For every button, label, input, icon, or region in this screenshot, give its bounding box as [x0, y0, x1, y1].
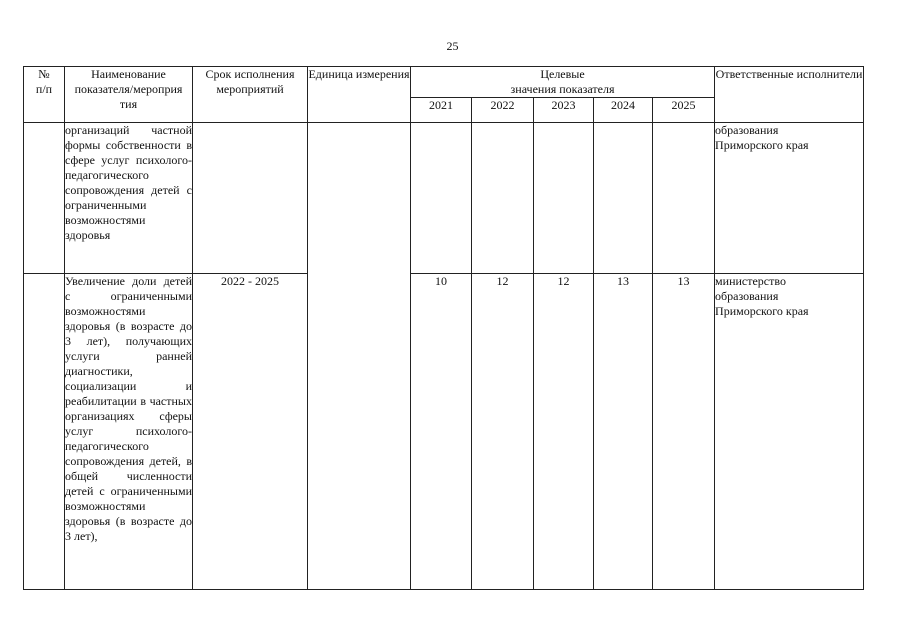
- header-row: [24, 67, 864, 98]
- row-value-2022: 12: [472, 274, 534, 590]
- row-value-2021: [411, 123, 472, 274]
- row-period: [193, 123, 308, 274]
- row-responsible: министерство образования Приморского края: [715, 274, 864, 590]
- page-number: 25: [446, 39, 459, 53]
- table-row: [24, 123, 864, 274]
- row-value-2024: [594, 123, 653, 274]
- row-period: 2022 - 2025: [193, 274, 308, 590]
- header-year-2022: 2022: [472, 98, 534, 123]
- row-num: [24, 274, 65, 590]
- header-name: Наименование показателя/мероприя тия: [65, 67, 193, 123]
- row-unit: [308, 123, 411, 590]
- header-num: № п/п: [24, 67, 65, 123]
- header-year-2023: 2023: [534, 98, 594, 123]
- row-responsible: образования Приморского края: [715, 123, 864, 274]
- row-value-2024: 13: [594, 274, 653, 590]
- header-year-2025: 2025: [653, 98, 715, 123]
- row-value-2021: 10: [411, 274, 472, 590]
- indicators-table: [23, 66, 864, 590]
- header-year-2021: 2021: [411, 98, 472, 123]
- header-unit: Единица измерения: [308, 67, 411, 123]
- table-row: [24, 274, 864, 590]
- row-num: [24, 123, 65, 274]
- header-targets: Целевые значения показателя: [411, 67, 715, 98]
- row-indicator: организаций частной формы собственности в сфере услуг психолого-педагогического сопровождения детей с ограниченными возможностями здоровья: [65, 123, 193, 274]
- header-year-2024: 2024: [594, 98, 653, 123]
- header-responsible: Ответственные исполнители: [715, 67, 864, 123]
- row-indicator: Увеличение доли детей с ограниченными возможностями здоровья (в возрасте до 3 лет), получающих услуги ранней диагностики, социализации и реабилитации в частных организациях сферы услуг психолого-педагогического сопровождения детей, в общей численности детей с ограниченными возможностями здоровья (в возрасте до 3 лет),: [65, 274, 193, 590]
- row-value-2023: 12: [534, 274, 594, 590]
- header-period: Срок исполнения мероприятий: [193, 67, 308, 123]
- row-value-2025: [653, 123, 715, 274]
- row-value-2022: [472, 123, 534, 274]
- row-value-2025: 13: [653, 274, 715, 590]
- row-value-2023: [534, 123, 594, 274]
